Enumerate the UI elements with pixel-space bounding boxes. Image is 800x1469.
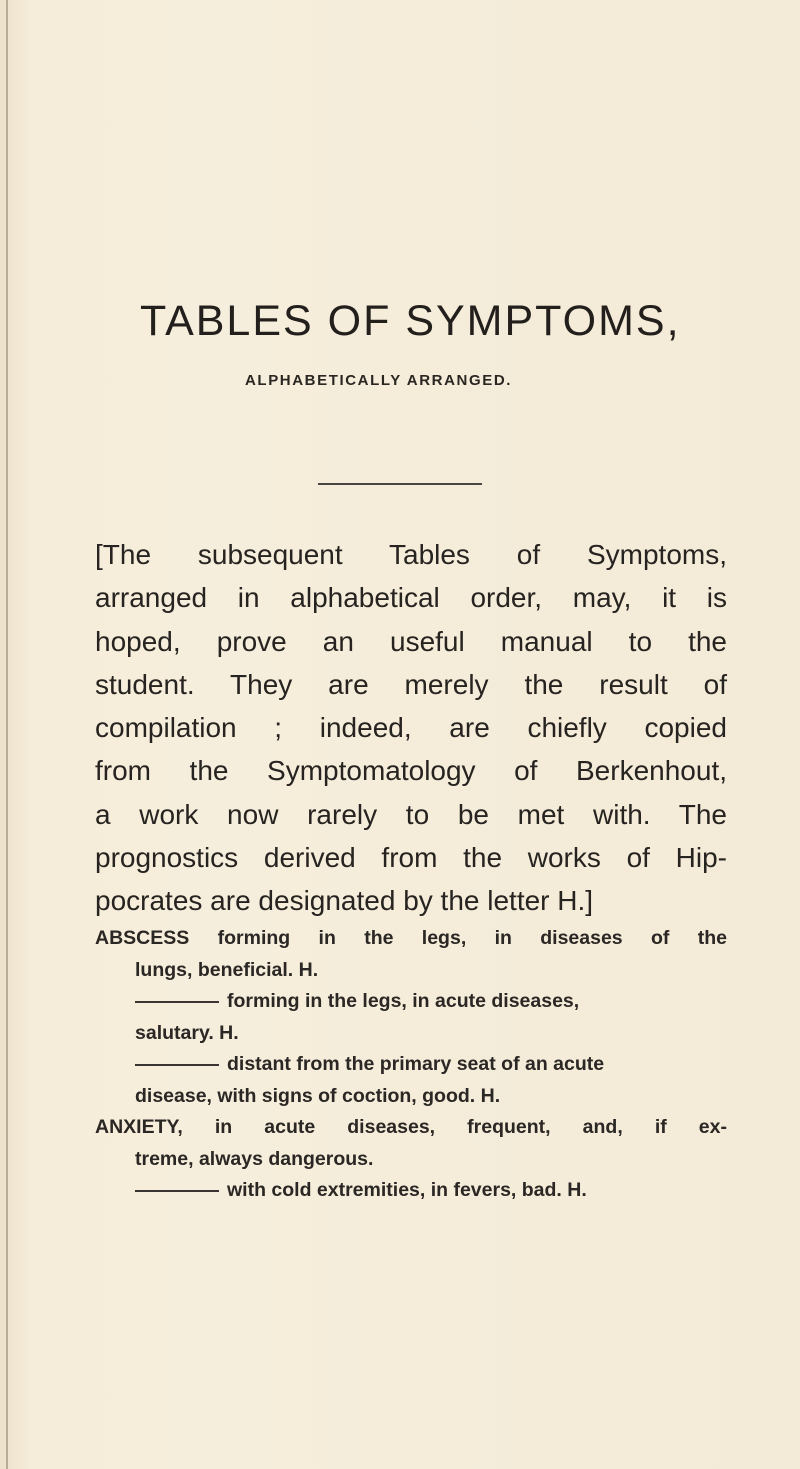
entry-line: ANXIETY, in acute diseases, frequent, and, if ex- bbox=[95, 1116, 727, 1138]
intro-line: from the Symptomatology of Berkenhout, bbox=[95, 755, 727, 787]
intro-line: a work now rarely to be met with. The bbox=[95, 798, 727, 830]
intro-line: arranged in alphabetical order, may, it is bbox=[95, 582, 727, 614]
entry-line: treme, always dangerous. bbox=[135, 1147, 374, 1170]
entry-line: disease, with signs of coction, good. H. bbox=[135, 1084, 501, 1107]
symptom-entries bbox=[95, 923, 727, 1207]
entry-line bbox=[95, 1175, 727, 1207]
intro-line: student. They are merely the result of bbox=[95, 668, 727, 700]
page-subtitle: ALPHABETICALLY ARRANGED. bbox=[245, 372, 513, 389]
ditto-dash bbox=[135, 1064, 219, 1066]
intro-line: pocrates are designated by the letter H.] bbox=[95, 885, 594, 917]
entry-text: forming in the legs, in acute diseases, bbox=[227, 990, 580, 1012]
entry-text: distant from the primary seat of an acute bbox=[227, 1053, 605, 1075]
intro-line: hoped, prove an useful manual to the bbox=[95, 625, 727, 657]
entry-line: lungs, beneficial. H. bbox=[135, 958, 319, 981]
intro-line: prognostics derived from the works of Hip- bbox=[95, 842, 727, 874]
entry-line bbox=[95, 986, 727, 1018]
intro-line: [The subsequent Tables of Symptoms, bbox=[95, 539, 727, 570]
ditto-dash bbox=[135, 1190, 219, 1192]
entry-line bbox=[95, 1049, 727, 1081]
entry-line: ABSCESS forming in the legs, in diseases of the bbox=[95, 927, 727, 949]
entry-line: salutary. H. bbox=[135, 1021, 239, 1044]
page-title: TABLES OF SYMPTOMS, bbox=[140, 297, 681, 345]
section-divider bbox=[318, 483, 482, 485]
ditto-dash bbox=[135, 1001, 219, 1003]
intro-paragraph bbox=[95, 533, 727, 923]
page-edge bbox=[6, 0, 8, 1469]
entry-text: with cold extremities, in fevers, bad. H. bbox=[227, 1179, 587, 1201]
intro-line: compilation ; indeed, are chiefly copied bbox=[95, 712, 727, 744]
